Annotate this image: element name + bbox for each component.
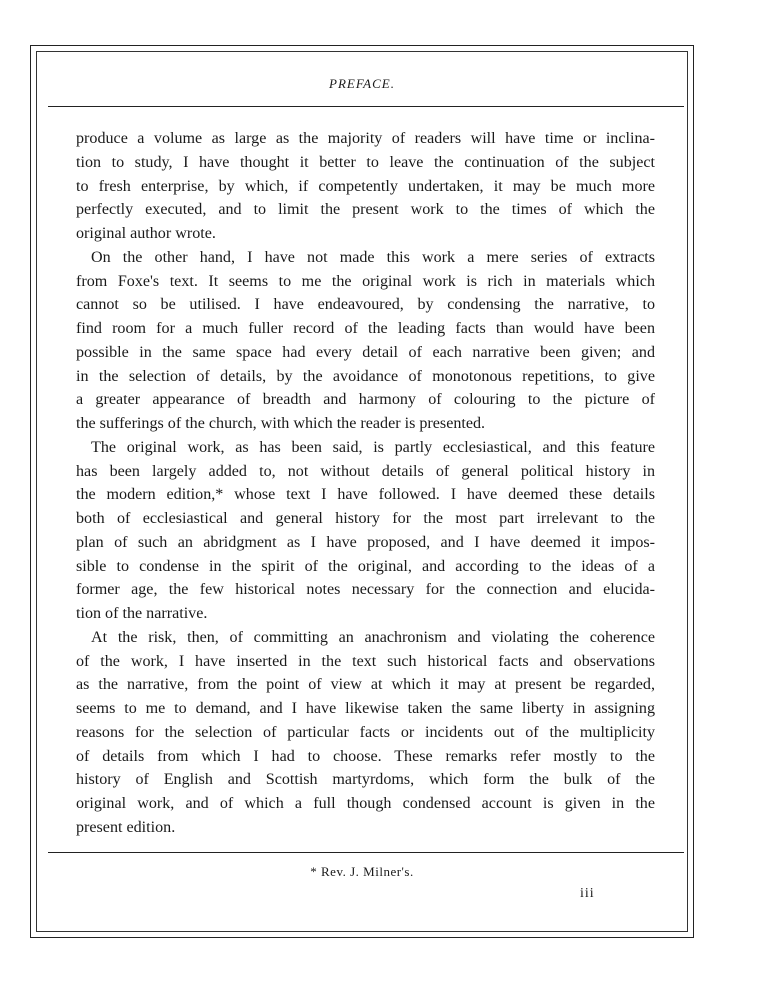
- text-line: both of ecclesiastical and general history for the most part irrelevant to the: [76, 510, 655, 527]
- running-head: PREFACE.: [329, 76, 395, 91]
- text-line: perfectly executed, and to limit the present work to the times of which the: [76, 201, 655, 219]
- text-line: reasons for the selection of particular facts or incidents out of the multiplicity: [76, 723, 655, 741]
- text-line: present edition.: [76, 818, 176, 836]
- text-line: has been largely added to, not without details of general political history in: [76, 462, 655, 480]
- text-line: as the narrative, from the point of view at which it may at present be regarded,: [76, 676, 655, 694]
- text-line: tion to study, I have thought it better to leave the continuation of the subject: [76, 153, 655, 171]
- paragraph-2: [76, 246, 655, 436]
- text-line: history of English and Scottish martyrdoms, which form the bulk of the: [76, 771, 655, 789]
- text-line: tion of the narrative.: [76, 605, 208, 622]
- paragraph-3: [76, 436, 655, 626]
- text-line: sible to condense in the spirit of the original, and according to the ideas of a: [76, 557, 655, 575]
- text-line: the sufferings of the church, with which the reader is presented.: [76, 415, 486, 432]
- text-line: in the selection of details, by the avoidance of monotonous repetitions, to give: [76, 367, 655, 385]
- header-rule: [48, 106, 684, 107]
- text-line: original author wrote.: [76, 225, 216, 242]
- text-line: The original work, as has been said, is partly ecclesiastical, and this feature: [91, 438, 655, 456]
- text-line: from Foxe's text. It seems to me the original work is rich in materials which: [76, 272, 655, 290]
- text-line: of the work, I have inserted in the text such historical facts and observations: [76, 652, 655, 670]
- text-line: plan of such an abridgment as I have proposed, and I have deemed it impos-: [76, 533, 655, 551]
- page-number: iii: [580, 886, 595, 901]
- text-line: find room for a much fuller record of the leading facts than would have been: [76, 320, 655, 337]
- text-line: produce a volume as large as the majority of readers will have time or inclina-: [76, 130, 655, 147]
- body-text: [76, 127, 655, 840]
- footnote: * Rev. J. Milner's.: [310, 864, 414, 879]
- text-line: original work, and of which a full though condensed account is given in the: [76, 795, 655, 812]
- text-line: At the risk, then, of committing an anachronism and violating the coherence: [91, 628, 655, 646]
- text-line: of details from which I had to choose. These remarks refer mostly to the: [76, 747, 655, 765]
- text-line: to fresh enterprise, by which, if competently undertaken, it may be much more: [76, 177, 655, 195]
- text-line: On the other hand, I have not made this work a mere series of extracts: [91, 248, 655, 266]
- text-line: former age, the few historical notes necessary for the connection and elucida-: [76, 581, 655, 599]
- text-line: possible in the same space had every detail of each narrative been given; and: [76, 343, 655, 361]
- paragraph-4: [76, 626, 655, 840]
- text-line: the modern edition,* whose text I have followed. I have deemed these details: [76, 486, 655, 504]
- paragraph-1: [76, 127, 655, 246]
- text-line: seems to me to demand, and I have likewise taken the same liberty in assigning: [76, 700, 655, 717]
- text-line: cannot so be utilised. I have endeavoured, by condensing the narrative, to: [76, 296, 655, 314]
- footnote-rule: [48, 852, 684, 853]
- text-line: a greater appearance of breadth and harmony of colouring to the picture of: [76, 391, 655, 409]
